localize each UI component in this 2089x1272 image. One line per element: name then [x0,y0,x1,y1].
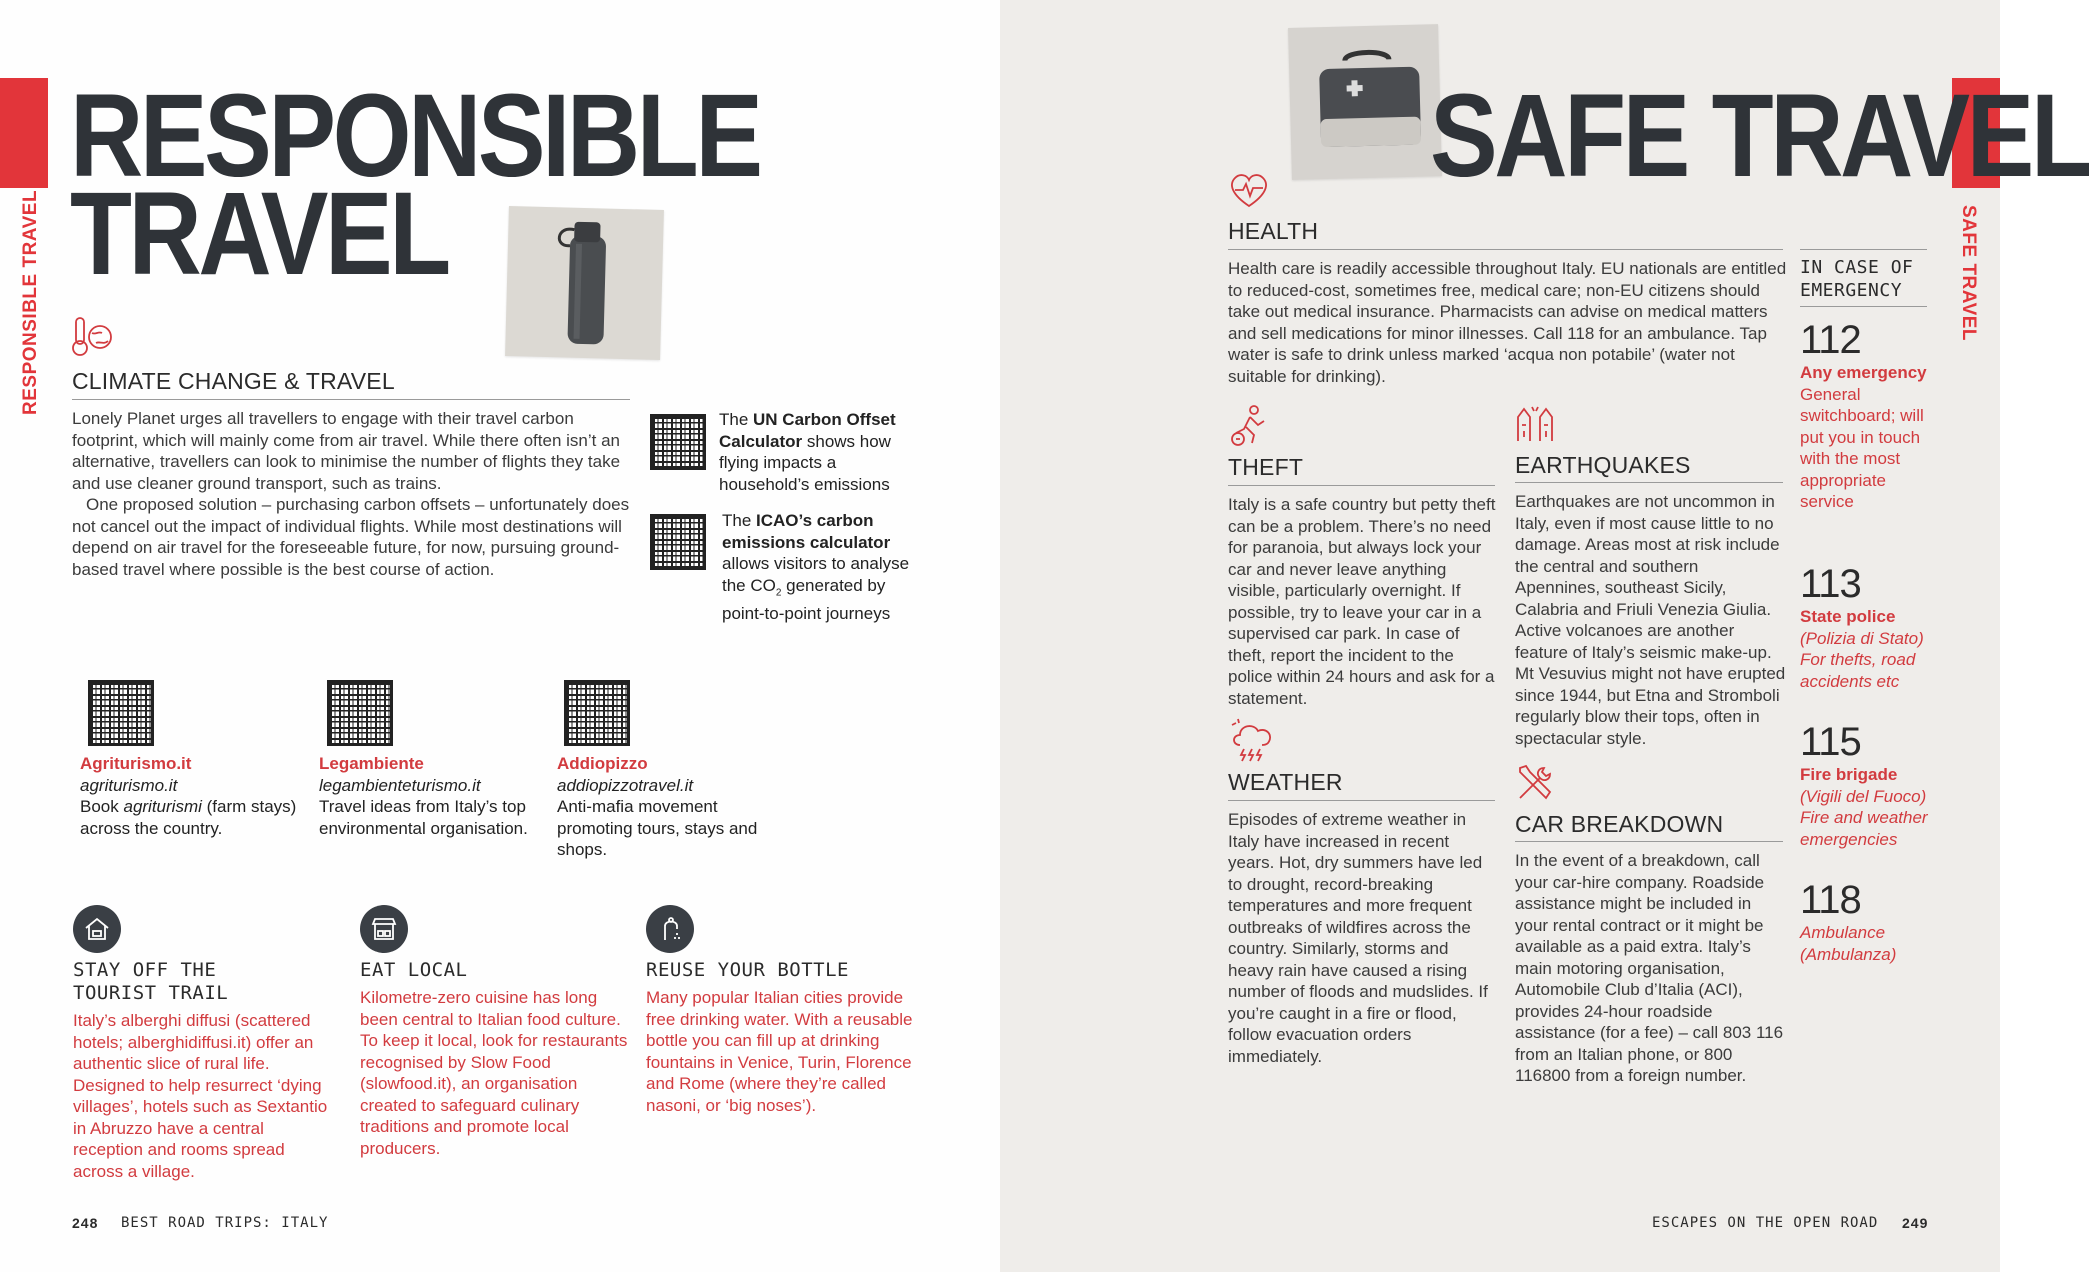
page-title: SAFE TRAVEL [1430,70,2089,202]
left-running-footer: BEST ROAD TRIPS: ITALY [121,1215,329,1231]
tip2-text: Kilometre-zero cuisine has long been central to Italian food culture. To keep it local, look for restaurants recognised by Slow Food (slowfood.it), an organisation created to safeguard culinary traditions and promote local producers. [360,988,628,1158]
storm-cloud-icon [1228,717,1276,763]
qr-code-icon[interactable] [650,514,706,570]
health-heading: HEALTH [1228,218,1319,244]
earthquakes-rule [1515,482,1783,483]
emergency-item-113: 113 State police (Polizia di Stato) For thefts, road accidents etc [1800,562,1924,691]
link-addiopizzo: Addiopizzo addiopizzotravel.it Anti-mafia movement promoting tours, stays and shops. [557,754,758,859]
tip2-heading: EAT LOCAL [360,959,468,981]
right-side-label: SAFE TRAVEL [1958,205,1979,342]
qr-code-icon[interactable] [650,414,706,470]
breakdown-rule [1515,841,1783,842]
climate-para2: One proposed solution – purchasing carbon offsets – unfortunately does not cancel out the impact of individual flights. While most destinations will depend on air travel for the foreseeable future, for now, pursuing ground-based travel where possible is the best course of action. [72,495,630,579]
emergency-item-112: 112 Any emergency General switchboard; will put you in touch with the most appropriate service [1800,318,1927,511]
qr2-caption: The ICAO’s carbon emissions calculator allows visitors to analyse the $CO_2$ generated by point-to-point journeys [722,511,910,624]
earthquakes-heading: EARTHQUAKES [1515,452,1691,478]
qr-code-icon[interactable] [327,680,393,746]
emergency-item-115: 115 Fire brigade (Vigili del Fuoco) Fire and weather emergencies [1800,720,1928,849]
health-rule [1228,249,1783,250]
page-title-line2: TRAVEL [70,168,448,300]
left-red-tab [0,78,48,188]
wrench-screwdriver-icon [1514,762,1556,804]
emergency-mid-rule [1800,306,1927,307]
tip1-heading: STAY OFF THE TOURIST TRAIL [73,959,229,1004]
emergency-item-118: 118 Ambulance (Ambulanza) [1800,878,1897,964]
breakdown-text: In the event of a breakdown, call your car-hire company. Roadside assistance might be included in your rental contract or it might be available as a paid extra. Italy’s main motoring organisation, Automobile Club d’Italia (ACI), provides 24-hour roadside assistance (for a fee) – call 803 116 from an Italian phone, or 800 116800 from a foreign number. [1515,851,1784,1085]
left-page-number: 248 [72,1215,99,1231]
thief-running-icon [1228,403,1272,447]
tip3-text: Many popular Italian cities provide free drinking water. With a reusable bottle you can fill up at drinking fountains in Venice, Turin, Florence and Rome (where they’re called nasoni, or ‘big noses’). [646,988,913,1115]
climate-para1: Lonely Planet urges all travellers to engage with their travel carbon footprint, which will mainly come from air travel. While there often isn’t an alternative, travellers can look to minimise the number of flights they take and use cleaner ground transport, such as trains. [72,409,621,493]
tip1-text: Italy’s alberghi diffusi (scattered hotels; alberghidiffusi.it) offer an authentic slice of rural life. Designed to help resurrect ‘dying villages’, hotels such as Sextantio in Abruzzo have a central reception and rooms spread across a village. [73,1011,328,1181]
left-side-label: RESPONSIBLE TRAVEL [20,189,41,415]
page-title-line1: RESPONSIBLE [70,70,760,202]
weather-heading: WEATHER [1228,769,1343,795]
bottle-photo [505,206,664,360]
climate-rule [72,399,630,400]
earthquakes-text: Earthquakes are not uncommon in Italy, even if most cause little to no damage. Areas most at risk include the central and southern Apennines, southeast Sicily, Calabria and Friuli Venezia Giulia. Active volcanoes are another feature of Italy’s seismic make-up. Mt Vesuvius might not have erupted since 1944, but Etna and Stromboli regularly blow their tops, often in spectacular style. [1515,492,1786,748]
emergency-top-rule [1800,249,1927,250]
left-page [0,0,1000,1272]
link-agriturismo: Agriturismo.it agriturismo.it Book agriturismi (farm stays) across the country. [80,754,297,838]
emergency-heading: IN CASE OF EMERGENCY [1800,257,1914,301]
market-stall-icon [360,905,408,953]
weather-text: Episodes of extreme weather in Italy have increased in recent years. Hot, dry summers have led to drought, record-breaking temperatures and more frequent outbreaks of wildfires across the country. Similarly, storms and heavy rain have caused a rising number of floods and mudslides. If you’re caught in a fire or flood, follow evacuation orders immediately. [1228,810,1488,1066]
theft-heading: THEFT [1228,454,1304,480]
climate-heading: CLIMATE CHANGE & TRAVEL [72,368,395,394]
right-page-number: 249 [1902,1215,1929,1231]
right-page [1000,0,2089,1272]
tip3-heading: REUSE YOUR BOTTLE [646,959,849,981]
right-running-footer: ESCAPES ON THE OPEN ROAD [1652,1215,1879,1231]
house-icon [73,905,121,953]
breakdown-heading: CAR BREAKDOWN [1515,811,1724,837]
health-text: Health care is readily accessible throughout Italy. EU nationals are entitled to reduced-cost, sometimes free, medical care; non-EU citizens should take out medical insurance. Pharmacists can advise on medical matters and sell medications for minor illnesses. Call 118 for an ambulance. Tap water is safe to drink unless marked ‘acqua non potabile’ (water not suitable for drinking). [1228,259,1787,386]
first-aid-kit-photo [1288,24,1442,180]
qr-code-icon[interactable] [564,680,630,746]
link-legambiente: Legambiente legambienteturismo.it Travel ideas from Italy’s top environmental organisation. [319,754,528,838]
theft-rule [1228,485,1495,486]
theft-text: Italy is a safe country but petty theft can be a problem. There’s no need for paranoia, but always lock your car and never leave anything visible, particularly overnight. If possible, try to leave your car in a supervised car park. In case of theft, report the incident to the police within 24 hours and ask for a statement. [1228,495,1496,708]
shaking-buildings-icon [1514,403,1558,443]
qr1-caption: The UN Carbon Offset Calculator shows how flying impacts a household’s emissions [719,410,896,494]
thermometer-globe-icon [70,315,116,359]
heart-pulse-icon [1227,170,1271,210]
weather-rule [1228,800,1495,801]
qr-code-icon[interactable] [88,680,154,746]
water-tap-icon [646,905,694,953]
